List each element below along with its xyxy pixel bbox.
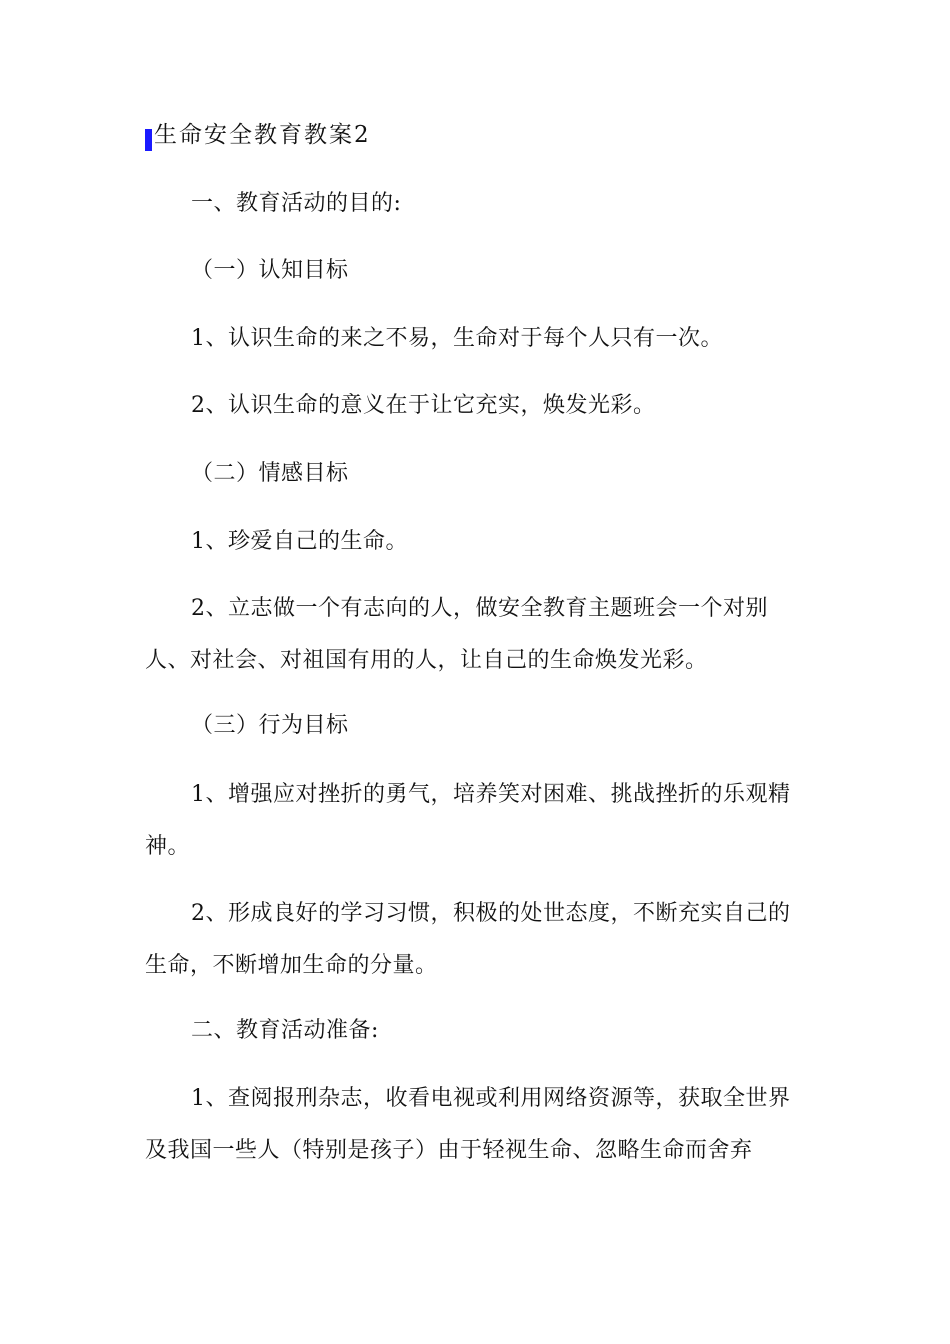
- paragraph: 2、形成良好的学习习惯，积极的处世态度，不断充实自己的生命，不断增加生命的分量。: [145, 901, 791, 978]
- document-title: 生命安全教育教案2: [154, 122, 371, 148]
- subheading-emotional-goal: （二）情感目标: [191, 461, 349, 486]
- paragraph: 1、认识生命的来之不易，生命对于每个人只有一次。: [191, 326, 723, 351]
- document-title-row: [145, 118, 371, 152]
- heading-marker: [145, 129, 152, 151]
- paragraph: 2、立志做一个有志向的人，做安全教育主题班会一个对别人、对社会、对祖国有用的人，让自己的生命焕发光彩。: [145, 596, 768, 673]
- paragraph: 1、珍爱自己的生命。: [191, 529, 408, 554]
- subheading-cognitive-goal: （一）认知目标: [191, 258, 349, 283]
- paragraph: 1、增强应对挫折的勇气，培养笑对困难、挑战挫折的乐观精神。: [145, 782, 791, 859]
- section-heading-purpose: 一、教育活动的目的:: [191, 191, 402, 216]
- section-heading-preparation: 二、教育活动准备:: [191, 1018, 379, 1043]
- paragraph: 2、认识生命的意义在于让它充实，焕发光彩。: [191, 393, 656, 418]
- subheading-behavior-goal: （三）行为目标: [191, 713, 349, 738]
- paragraph: 1、查阅报刑杂志，收看电视或利用网络资源等，获取全世界及我国一些人（特别是孩子）由于轻视生命、忽略生命而舍弃: [145, 1086, 791, 1163]
